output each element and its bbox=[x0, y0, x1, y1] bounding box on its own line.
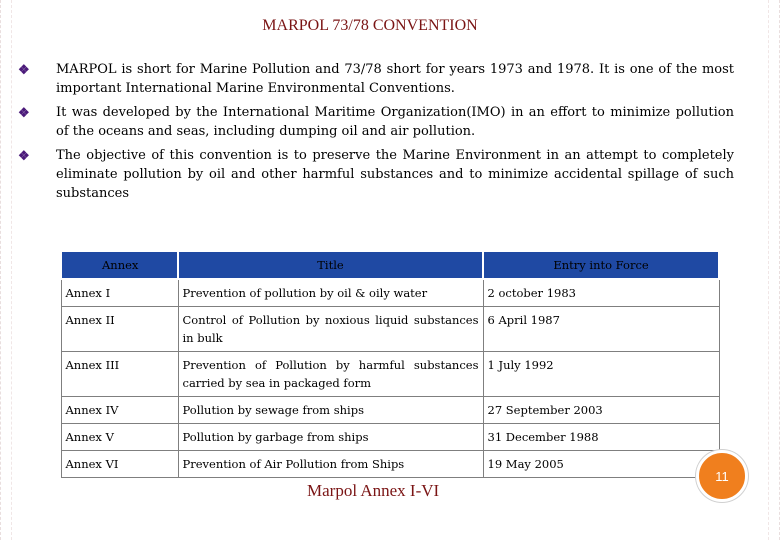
diamond-bullet-icon: ❖ bbox=[18, 63, 30, 78]
diamond-bullet-icon: ❖ bbox=[18, 106, 30, 121]
page-number-badge: 11 bbox=[696, 450, 748, 502]
annex-cell: Annex I bbox=[61, 279, 178, 307]
title-cell: Pollution by garbage from ships bbox=[178, 424, 483, 451]
title-cell: Pollution by sewage from ships bbox=[178, 397, 483, 424]
left-edge-decoration bbox=[0, 0, 12, 540]
date-cell: 2 october 1983 bbox=[483, 279, 719, 307]
annex-cell: Annex IV bbox=[61, 397, 178, 424]
date-cell: 6 April 1987 bbox=[483, 307, 719, 352]
annex-table bbox=[60, 250, 720, 478]
table-row bbox=[61, 451, 719, 478]
column-header-entry-into-force: Entry into Force bbox=[483, 251, 719, 279]
bullet-text: The objective of this convention is to preserve the Marine Environment in an attempt to completely eliminate pollution by oil and other harmful substances and to minimize accidental spillage of such substances bbox=[56, 148, 734, 201]
table-caption: Marpol Annex I-VI bbox=[307, 481, 440, 500]
annex-cell: Annex II bbox=[61, 307, 178, 352]
column-header-annex: Annex bbox=[61, 251, 178, 279]
annex-cell: Annex VI bbox=[61, 451, 178, 478]
title-cell: Prevention of Air Pollution from Ships bbox=[178, 451, 483, 478]
date-cell: 19 May 2005 bbox=[483, 451, 719, 478]
annex-cell: Annex III bbox=[61, 352, 178, 397]
title-cell: Control of Pollution by noxious liquid substances in bulk bbox=[178, 307, 483, 352]
bullet-item bbox=[18, 60, 734, 98]
diamond-bullet-icon: ❖ bbox=[18, 149, 30, 164]
bullet-item bbox=[18, 103, 734, 141]
title-cell: Prevention of pollution by oil & oily water bbox=[178, 279, 483, 307]
table-row bbox=[61, 307, 719, 352]
slide-title: MARPOL 73/78 CONVENTION bbox=[262, 17, 478, 34]
bullet-list bbox=[18, 60, 734, 208]
table-header-row bbox=[61, 251, 719, 279]
table-row bbox=[61, 279, 719, 307]
right-edge-decoration bbox=[768, 0, 780, 540]
table-row bbox=[61, 424, 719, 451]
date-cell: 1 July 1992 bbox=[483, 352, 719, 397]
title-cell: Prevention of Pollution by harmful substances carried by sea in packaged form bbox=[178, 352, 483, 397]
bullet-text: MARPOL is short for Marine Pollution and 73/78 short for years 1973 and 1978. It is one of the most important International Marine Environmental Conventions. bbox=[56, 62, 734, 96]
date-cell: 27 September 2003 bbox=[483, 397, 719, 424]
column-header-title: Title bbox=[178, 251, 483, 279]
table-row bbox=[61, 352, 719, 397]
bullet-item bbox=[18, 146, 734, 203]
table-row bbox=[61, 397, 719, 424]
date-cell: 31 December 1988 bbox=[483, 424, 719, 451]
bullet-text: It was developed by the International Maritime Organization(IMO) in an effort to minimize pollution of the oceans and seas, including dumping oil and air pollution. bbox=[56, 105, 734, 139]
annex-cell: Annex V bbox=[61, 424, 178, 451]
